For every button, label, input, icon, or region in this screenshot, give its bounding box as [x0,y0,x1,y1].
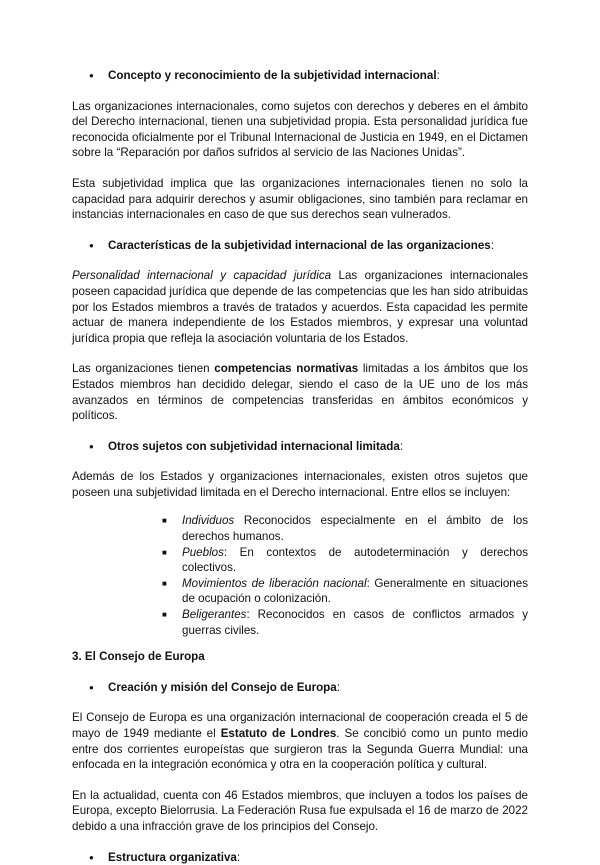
bullet-title: Creación y misión del Consejo de Europa [108,680,337,694]
paragraph: Las organizaciones internacionales, como sujetos con derechos y deberes en el ámbito del Derecho internacional, tienen una subjetividad propia. Esta personalidad jurídica fue reconocida oficialmente por el Tribunal Internacional de Justicia en 1949, en el Dictamen sobre la “Reparación por daños sufridos al servicio de las Naciones Unidas”. [72,99,528,160]
bullet-title: Características de la subjetividad internacional de las organizaciones [108,238,491,252]
paragraph: Las organizaciones tienen competencias normativas limitadas a los ámbitos que los Estados miembros han decidido delegar, siendo el caso de la UE uno de los más avanzados en términos de competencias transferidas en ámbitos económicos y políticos. [72,362,528,423]
bold-term: Estatuto de Londres [220,727,337,740]
italic-term: Personalidad internacional y capacidad jurídica [72,269,332,283]
paragraph: Esta subjetividad implica que las organizaciones internacionales tienen no solo la capacidad para adquirir derechos y asumir obligaciones, sino también para reclamar en instancias internacionales en caso de que sus derechos sean vulnerados. [72,176,528,222]
bold-term: competencias normativas [214,362,359,376]
bullet-title: Concepto y reconocimiento de la subjetividad internacional [108,69,437,82]
list-item: ■ Pueblos: En contextos de autodeterminación y derechos colectivos. [162,545,528,576]
list-item: ■ Movimientos de liberación nacional: Generalmente en situaciones de ocupación o colonización. [162,576,528,607]
bullet-creacion: ● Creación y misión del Consejo de Europa: [72,680,528,696]
bullet-estructura: ● Estructura organizativa: [72,850,528,865]
paragraph: Personalidad internacional y capacidad jurídica Las organizaciones internacionales poseen capacidad jurídica que depende de las competencias que les han sido atribuidas por los Estados miembros a través de tratados y acuerdos. Esta capacidad les permite actuar de manera independiente de los Estados miembros, y expresar una voluntad jurídica propia que refleja la asociación voluntaria de los Estados. [72,269,528,345]
bullet-concepto: ● Concepto y reconocimiento de la subjetividad internacional: [72,68,528,84]
bullet-title: Otros sujetos con subjetividad internacional limitada [108,439,400,453]
bullet-otros-sujetos: ● Otros sujetos con subjetividad internacional limitada: [72,439,528,455]
paragraph: En la actualidad, cuenta con 46 Estados miembros, que incluyen a todos los países de Europa, excepto Bielorrusia. La Federación Rusa fue expulsada el 16 de marzo de 2022 debido a una infracción grave de los principios del Consejo. [72,788,528,833]
list-item: ■ Individuos Reconocidos especialmente en el ámbito de los derechos humanos. [162,513,528,544]
bullet-caracteristicas: ● Características de la subjetividad internacional de las organizaciones: [72,238,528,254]
list-item: ■ Beligerantes: Reconocidos en casos de conflictos armados y guerras civiles. [162,607,528,638]
paragraph: El Consejo de Europa es una organización internacional de cooperación creada el 5 de mayo de 1949 mediante el Estatuto de Londres. Se concibió como un punto medio entre dos corrientes europeístas que surgieron tras la Segunda Guerra Mundial: una enfocada en la integración económica y otra en la cooperación política y cultural. [72,711,528,772]
document-page [72,68,528,865]
paragraph: Además de los Estados y organizaciones internacionales, existen otros sujetos que poseen una subjetividad limitada en el Derecho internacional. Entre ellos se incluyen: [72,470,528,499]
bullet-title: Estructura organizativa [108,850,237,864]
section-heading: 3. El Consejo de Europa [72,650,205,664]
